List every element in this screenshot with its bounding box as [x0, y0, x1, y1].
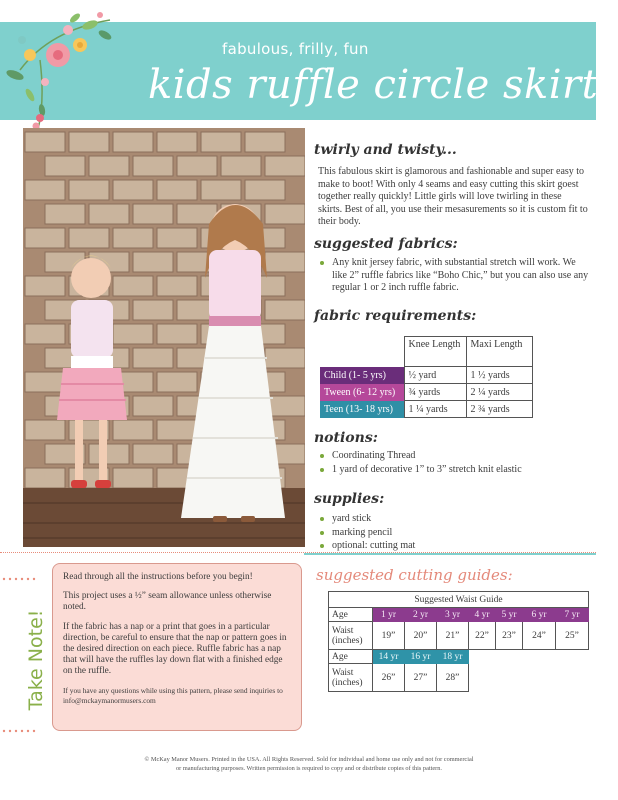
- note-contact: If you have any questions while using this pattern, please send inquiries to info@mckaymanormusers.com: [63, 685, 283, 705]
- note-paragraph: Read through all the instructions before you begin!: [63, 572, 253, 582]
- intro-heading: twirly and twisty...: [314, 142, 457, 158]
- table-cell: 2 ¾ yards: [466, 401, 532, 418]
- waist-cell: 24”: [523, 622, 556, 650]
- age-cell: 14 yr: [373, 650, 405, 664]
- waist-cell: 27”: [405, 664, 437, 692]
- table-cell: 1 ½ yards: [466, 367, 532, 384]
- age-label: Age: [329, 650, 373, 664]
- supplies-heading: supplies:: [314, 491, 385, 507]
- copyright-footer: [0, 755, 618, 773]
- supplies-list: [318, 513, 590, 554]
- waist-cell: 21”: [437, 622, 469, 650]
- age-cell: 4 yr: [469, 608, 496, 622]
- take-note-box: [52, 563, 302, 731]
- take-note-label: Take Note!: [25, 609, 47, 711]
- list-item: optional: cutting mat: [318, 540, 590, 553]
- waist-cell: 28”: [437, 664, 469, 692]
- waist-label: Waist (inches): [329, 664, 373, 692]
- column-header: Maxi Length: [466, 337, 532, 367]
- row-label: Child (1- 5 yrs): [320, 367, 404, 384]
- table-caption: Suggested Waist Guide: [329, 592, 589, 608]
- age-cell: 6 yr: [523, 608, 556, 622]
- table-row: [329, 650, 589, 664]
- waist-cell: 26”: [373, 664, 405, 692]
- requirements-heading: fabric requirements:: [314, 308, 477, 324]
- list-item: 1 yard of decorative 1” to 3” stretch knit elastic: [318, 464, 590, 477]
- note-paragraph: If the fabric has a nap or a print that goes in a particular direction, be careful to ensure that the nap or pattern goes in the desired direction on each piece. Ruffle fabric has a nap that will have the ruffles lay down flat with a finished edge on the ruffle.: [63, 621, 287, 677]
- teal-divider: [304, 553, 596, 555]
- fabric-requirements-table: [320, 336, 533, 418]
- waist-cell: 23”: [496, 622, 523, 650]
- floral-decoration-icon: [0, 0, 140, 135]
- note-paragraph: This project uses a ½” seam allowance unless otherwise noted.: [63, 591, 272, 613]
- list-item: Coordinating Thread: [318, 450, 590, 463]
- age-cell: 1 yr: [373, 608, 405, 622]
- age-cell: 18 yr: [437, 650, 469, 664]
- column-header: Knee Length: [404, 337, 466, 367]
- list-item: yard stick: [318, 513, 590, 526]
- table-cell: 2 ¼ yards: [466, 384, 532, 401]
- age-cell: 5 yr: [496, 608, 523, 622]
- age-cell: 7 yr: [556, 608, 589, 622]
- pattern-title: kids ruffle circle skirt: [148, 62, 599, 108]
- table-row: [329, 664, 589, 692]
- table-row: [320, 401, 532, 418]
- intro-text: This fabulous skirt is glamorous and fashionable and super easy to make to boot! With only 4 seams and easy cutting this skirt goest together really quickly! Little girls will love twirling in these skirts. Best of all, you use their mesasurements so it is custom fit to their body.: [318, 166, 588, 227]
- cutting-guide-heading: suggested cutting guides:: [316, 566, 513, 584]
- waist-cell: 25”: [556, 622, 589, 650]
- notions-list: [318, 450, 590, 477]
- age-label: Age: [329, 608, 373, 622]
- notions-heading: notions:: [314, 430, 378, 446]
- table-row: [329, 608, 589, 622]
- table-row: [320, 384, 532, 401]
- waist-label: Waist (inches): [329, 622, 373, 650]
- list-item: Any knit jersey fabric, with substantial stretch will work. We like 2” ruffle fabrics like “Boho Chic,” but you can also use any regular 1 or 2 inch ruffle fabric.: [318, 257, 590, 295]
- table-cell: 1 ¼ yards: [404, 401, 466, 418]
- banner-tagline: fabulous, frilly, fun: [222, 40, 369, 58]
- fabrics-heading: suggested fabrics:: [314, 236, 458, 252]
- footer-line: or manufacturing purposes. Written permission is required to copy and or distribute copies of this pattern.: [176, 765, 442, 772]
- waist-cell: 20”: [405, 622, 437, 650]
- row-label: Tween (6- 12 yrs): [320, 384, 404, 401]
- age-cell: 2 yr: [405, 608, 437, 622]
- row-label: Teen (13- 18 yrs): [320, 401, 404, 418]
- waist-cell: 19”: [373, 622, 405, 650]
- footer-line: © McKay Manor Musers. Printed in the USA. All Rights Reserved. Sold for individual and home use only and not for commercial: [144, 756, 474, 763]
- waist-guide-table: [328, 591, 589, 692]
- skirt-photo: [23, 128, 305, 547]
- age-cell: 3 yr: [437, 608, 469, 622]
- table-cell: ¾ yards: [404, 384, 466, 401]
- age-cell: 16 yr: [405, 650, 437, 664]
- table-cell: ½ yard: [404, 367, 466, 384]
- table-row: [320, 367, 532, 384]
- table-row: [329, 622, 589, 650]
- waist-cell: 22”: [469, 622, 496, 650]
- fabrics-list: [318, 257, 590, 296]
- list-item: marking pencil: [318, 527, 590, 540]
